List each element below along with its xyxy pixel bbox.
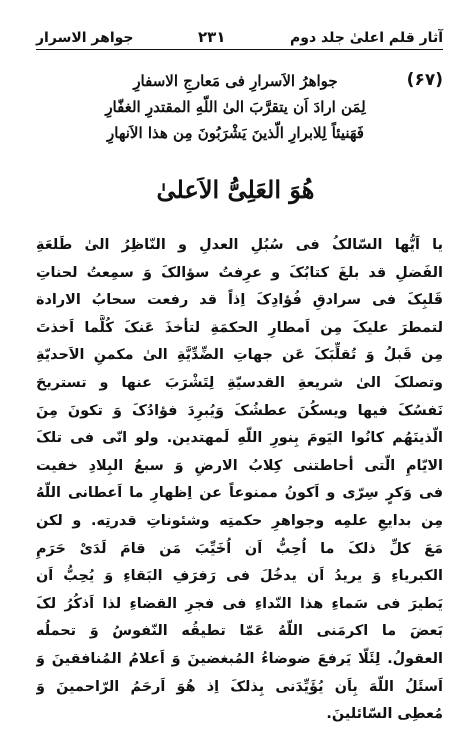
text-line: العقولُ. لِئَلّا يَرفعَ ضوضاءُ المُبغضينَ وَ اَعلامُ المُنافقينَ وَ xyxy=(36,650,443,667)
text-line: الکبرياءِ وَ يريدُ اَن يدخُلَ فی رَفرَفِ البَقاءِ وَ يُحِبُّ اَن xyxy=(36,568,443,585)
text-line: الفَضلِ قد بلغَ کتابُکَ و عرِفتُ سؤالکَ وَ سمِعتُ لحناتِ xyxy=(36,264,443,281)
text-line: اَسئَلُ اللّهَ بِاَن يُؤَيِّدَنی بِذلکَ اِذ هُوَ اَرحَمُ الرّاحمينَ وَ xyxy=(36,678,443,695)
page-header xyxy=(36,10,443,50)
book-title: آثار قلم اعلیٰ جلد دوم xyxy=(289,30,443,46)
text-line: يَطيرَ فی سَماءِ هذا النّداءِ فی فجرِ القضاءِ لذا اَذکُرُ لکَ xyxy=(36,595,443,612)
body-text xyxy=(36,232,443,729)
text-line: نَفسُکَ فيها ويسکُنَ عطشُکَ وَيُبرِدَ فؤادُکَ وَ تکونَ مِنَ xyxy=(36,402,443,419)
text-line: مُعطِی السّائلينَ. xyxy=(326,706,443,723)
text-line: وتصلکَ الیٰ شريعةِ القدسيّةِ لِتَشْرَبَ عنها و تستريحَ xyxy=(36,374,443,391)
text-line: مَعَ کلِّ ذلکَ ما اُحِبُّ اَن اُخَيِّبَ مَن قامَ لَدَیْ حَرَمِ xyxy=(36,540,443,557)
section-title: جواهر الاسرار xyxy=(36,30,134,46)
text-line: مِن قَبلُ وَ تُقلِّبَکَ عَن جهاتِ الضِّدِّيَّةِ الیٰ مکمنِ الاَحديّةِ xyxy=(36,347,443,364)
poem-line: جواهرُ الاَسرارِ فی مَعارجِ الاسفارِ xyxy=(133,72,338,90)
text-line: قَلبِکَ فی سرادقِ فُؤادِکَ اِذاً قد رفعت سحابُ الارادة xyxy=(36,292,443,309)
text-line: الايّامِ الّتی أحاطتنی کِلابُ الارضِ وَ سبعُ البِلادِ خفيت xyxy=(36,457,443,474)
poem-block xyxy=(36,68,443,178)
text-line: الّذينَهُم کانُوا اليَومَ بِنورِ اللّهِ لَمهتدين. ولو انّی فی تلکَ xyxy=(36,430,443,447)
text-line: بَعضَ ما اکرمَنی اللّهُ عَمّا تطيقُه النّفوسُ وَ تحملُه xyxy=(36,623,443,640)
text-line: يا اَيُّها السّالکُ فی سُبُلِ العدلِ و النّاظِرُ الیٰ طَلعَةِ xyxy=(36,237,443,253)
poem-line: فَهَنيئاً لِلابرارِ الّذينَ يَشْرَبُونَ مِن هذا الاَنهارِ xyxy=(107,124,364,142)
text-line: مِن بدايعِ علمِه وجواهرِ حکمتِه وشئوناتِ قدرتِه. و لکن xyxy=(36,512,443,529)
section-heading: هُوَ العَلِیُّ الاَعلیٰ xyxy=(156,175,315,204)
page-number: ۲۳۱ xyxy=(198,28,226,46)
poem-number: (۶۷) xyxy=(406,70,443,90)
text-line: لتمطرَ عليکَ مِن اَمطارِ الحکمَةِ لتأخذَ عَنکَ کُلَّما اَخذتَ xyxy=(36,319,443,336)
text-line: فی وَکرٍ سِرّی و اَکونُ ممنوعاً عن اِظهارِ ما اَعطانی اللّهُ xyxy=(36,485,443,502)
poem-line: لِمَن ارادَ اَن يتقرَّبَ الیٰ اللّهِ المقتدرِ الغفّارِ xyxy=(105,98,366,116)
poem-lines xyxy=(102,68,369,146)
